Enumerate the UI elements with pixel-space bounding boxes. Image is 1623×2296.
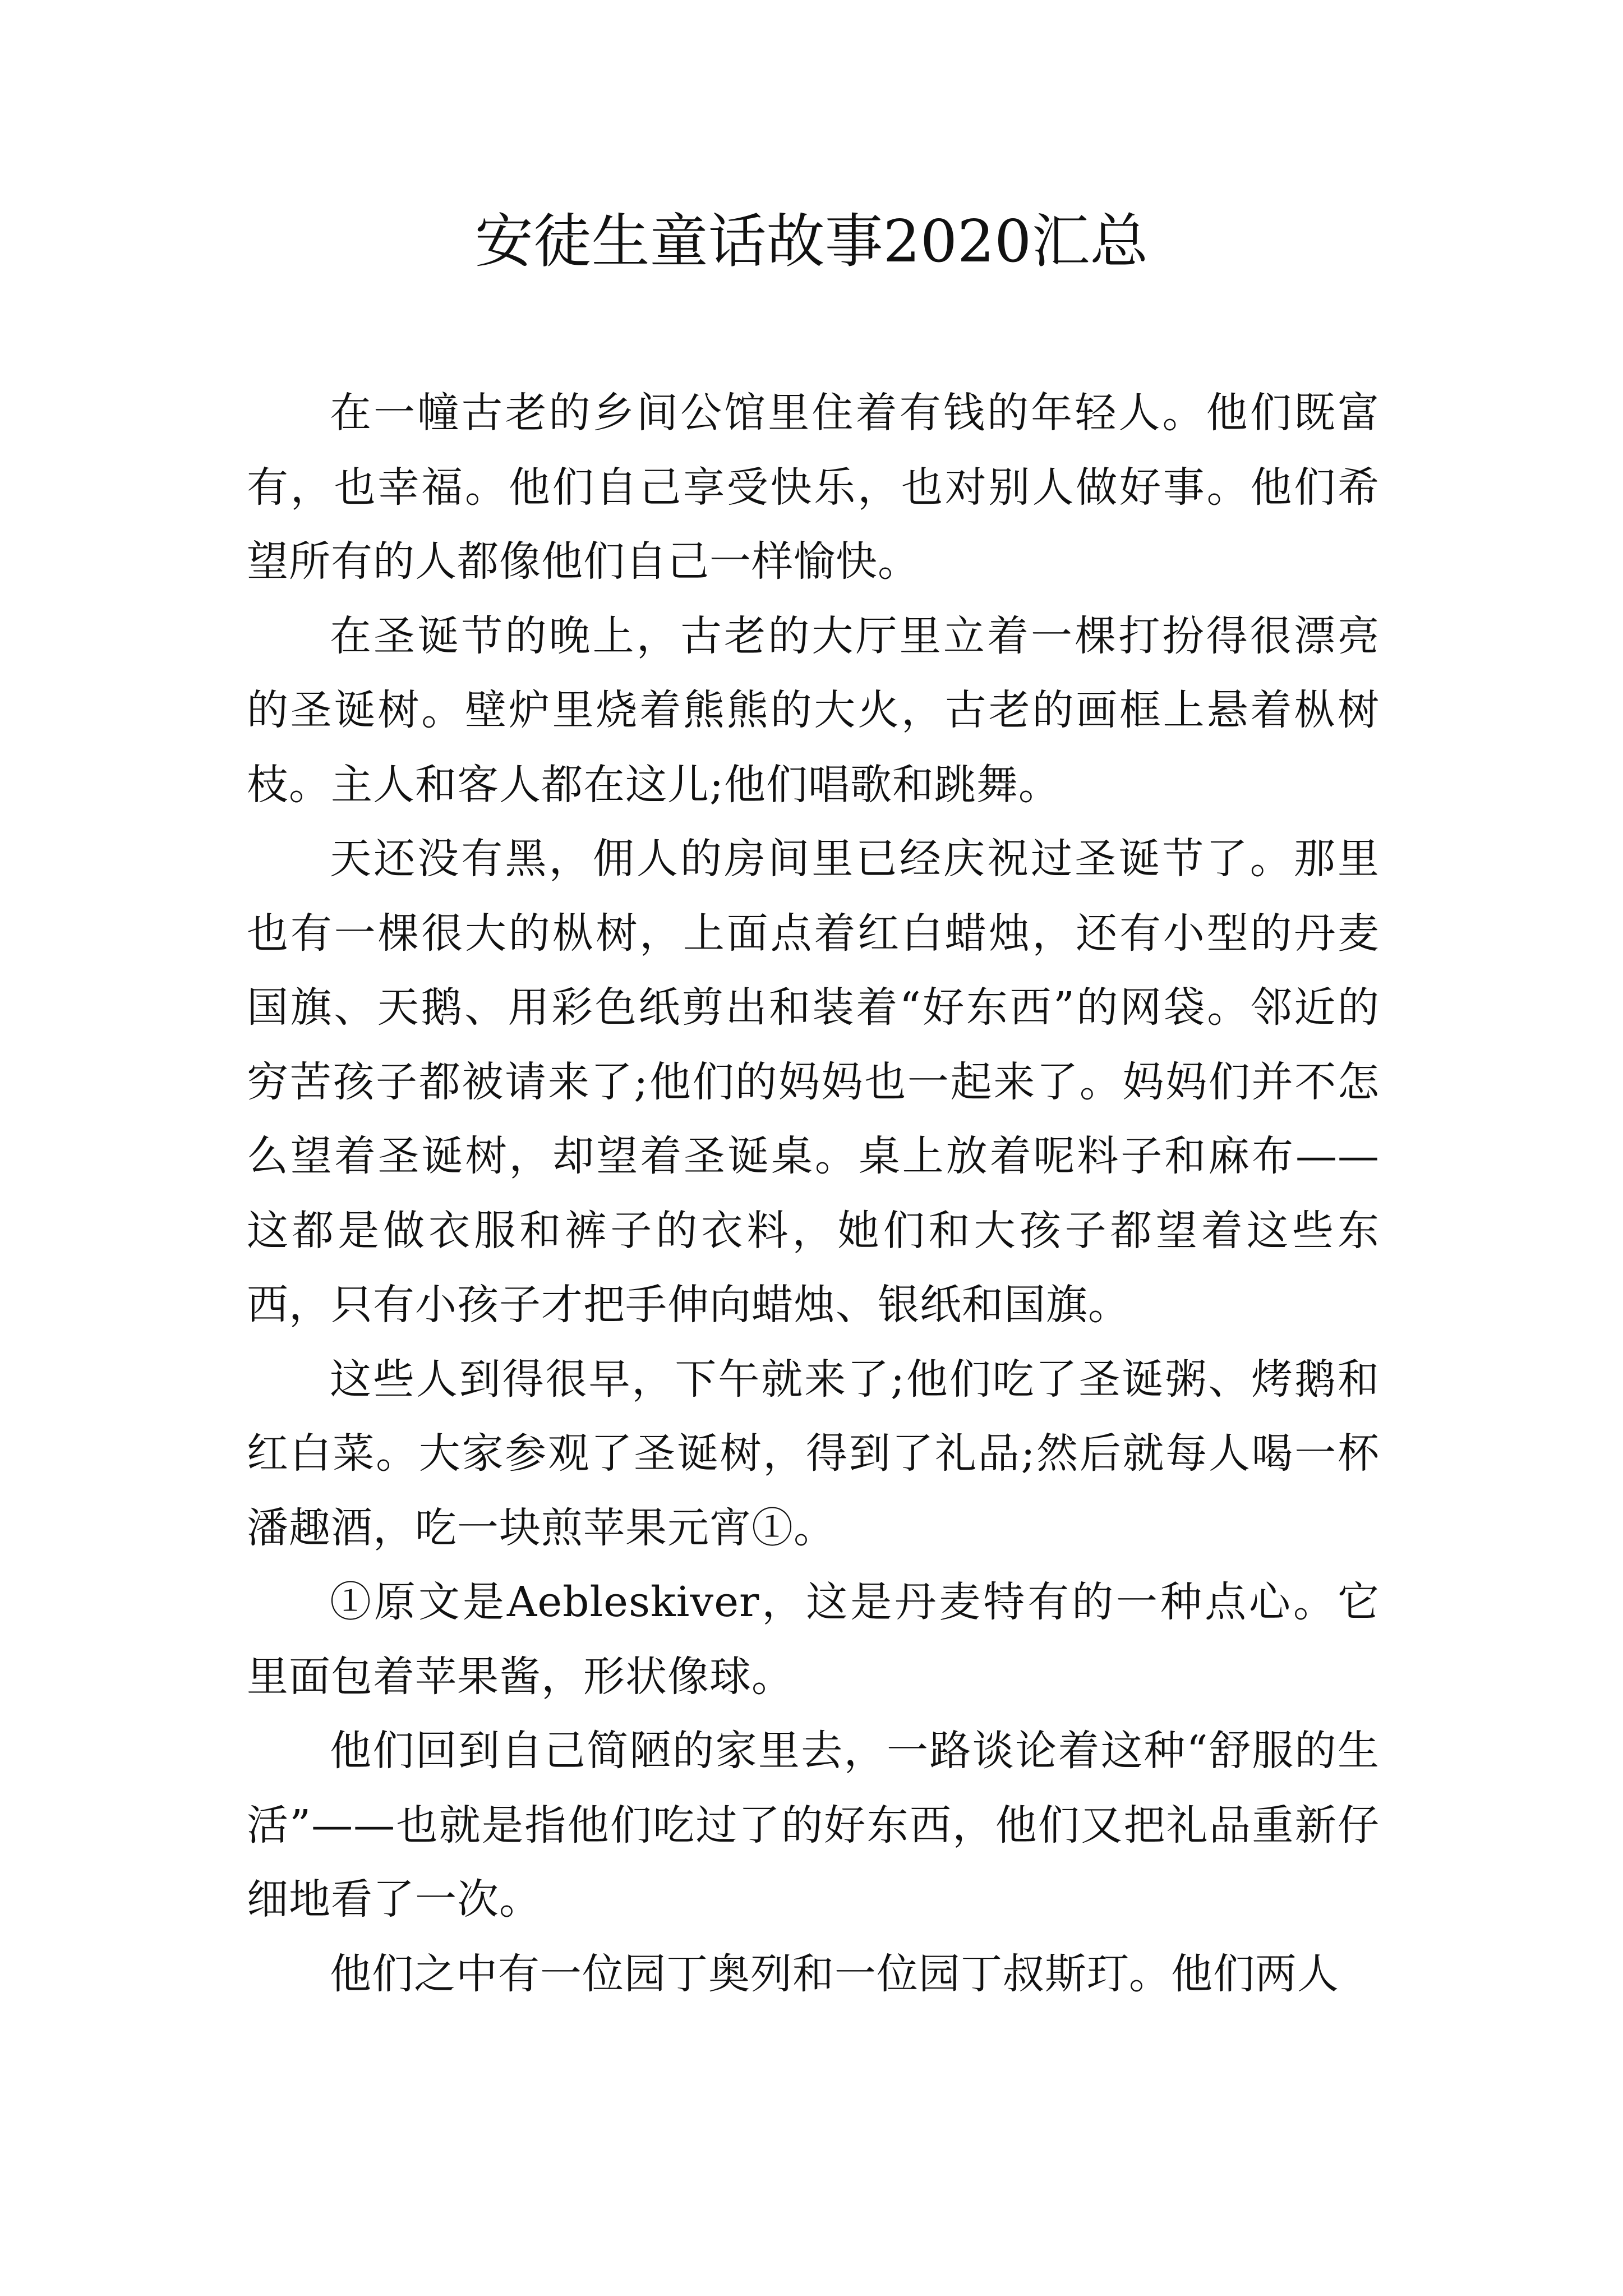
paragraph: 在一幢古老的乡间公馆里住着有钱的年轻人。他们既富有，也幸福。他们自己享受快乐，也对别人做好事。他们希望所有的人都像他们自己一样愉快。 <box>247 389 1380 586</box>
paragraph: 这些人到得很早，下午就来了;他们吃了圣诞粥、烤鹅和红白菜。大家参观了圣诞树，得到了礼品;然后就每人喝一杯潘趣酒，吃一块煎苹果元宵①。 <box>247 1355 1380 1552</box>
document-title: 安徒生童话故事2020汇总 <box>474 207 1149 275</box>
document-body <box>247 376 1380 2011</box>
paragraph: 天还没有黑，佣人的房间里已经庆祝过圣诞节了。那里也有一棵很大的枞树，上面点着红白蜡烛，还有小型的丹麦国旗、天鹅、用彩色纸剪出和装着“好东西”的网袋。邻近的穷苦孩子都被请来了;他们的妈妈也一起来了。妈妈们并不怎么望着圣诞树，却望着圣诞桌。桌上放着呢料子和麻布——这都是做衣服和裤子的衣料，她们和大孩子都望着这些东西，只有小孩子才把手伸向蜡烛、银纸和国旗。 <box>247 835 1380 1329</box>
paragraph: 在圣诞节的晚上，古老的大厅里立着一棵打扮得很漂亮的圣诞树。壁炉里烧着熊熊的大火，古老的画框上悬着枞树枝。主人和客人都在这儿;他们唱歌和跳舞。 <box>247 611 1380 809</box>
footnote-paragraph: ①原文是Aebleskiver，这是丹麦特有的一种点心。它里面包着苹果酱，形状像球。 <box>247 1578 1380 1701</box>
paragraph: 他们之中有一位园丁奥列和一位园丁叔斯玎。他们两人 <box>330 1949 1339 1998</box>
paragraph: 他们回到自己简陋的家里去，一路谈论着这种“舒服的生活”——也就是指他们吃过了的好东西，他们又把礼品重新仔细地看了一次。 <box>247 1727 1380 1924</box>
